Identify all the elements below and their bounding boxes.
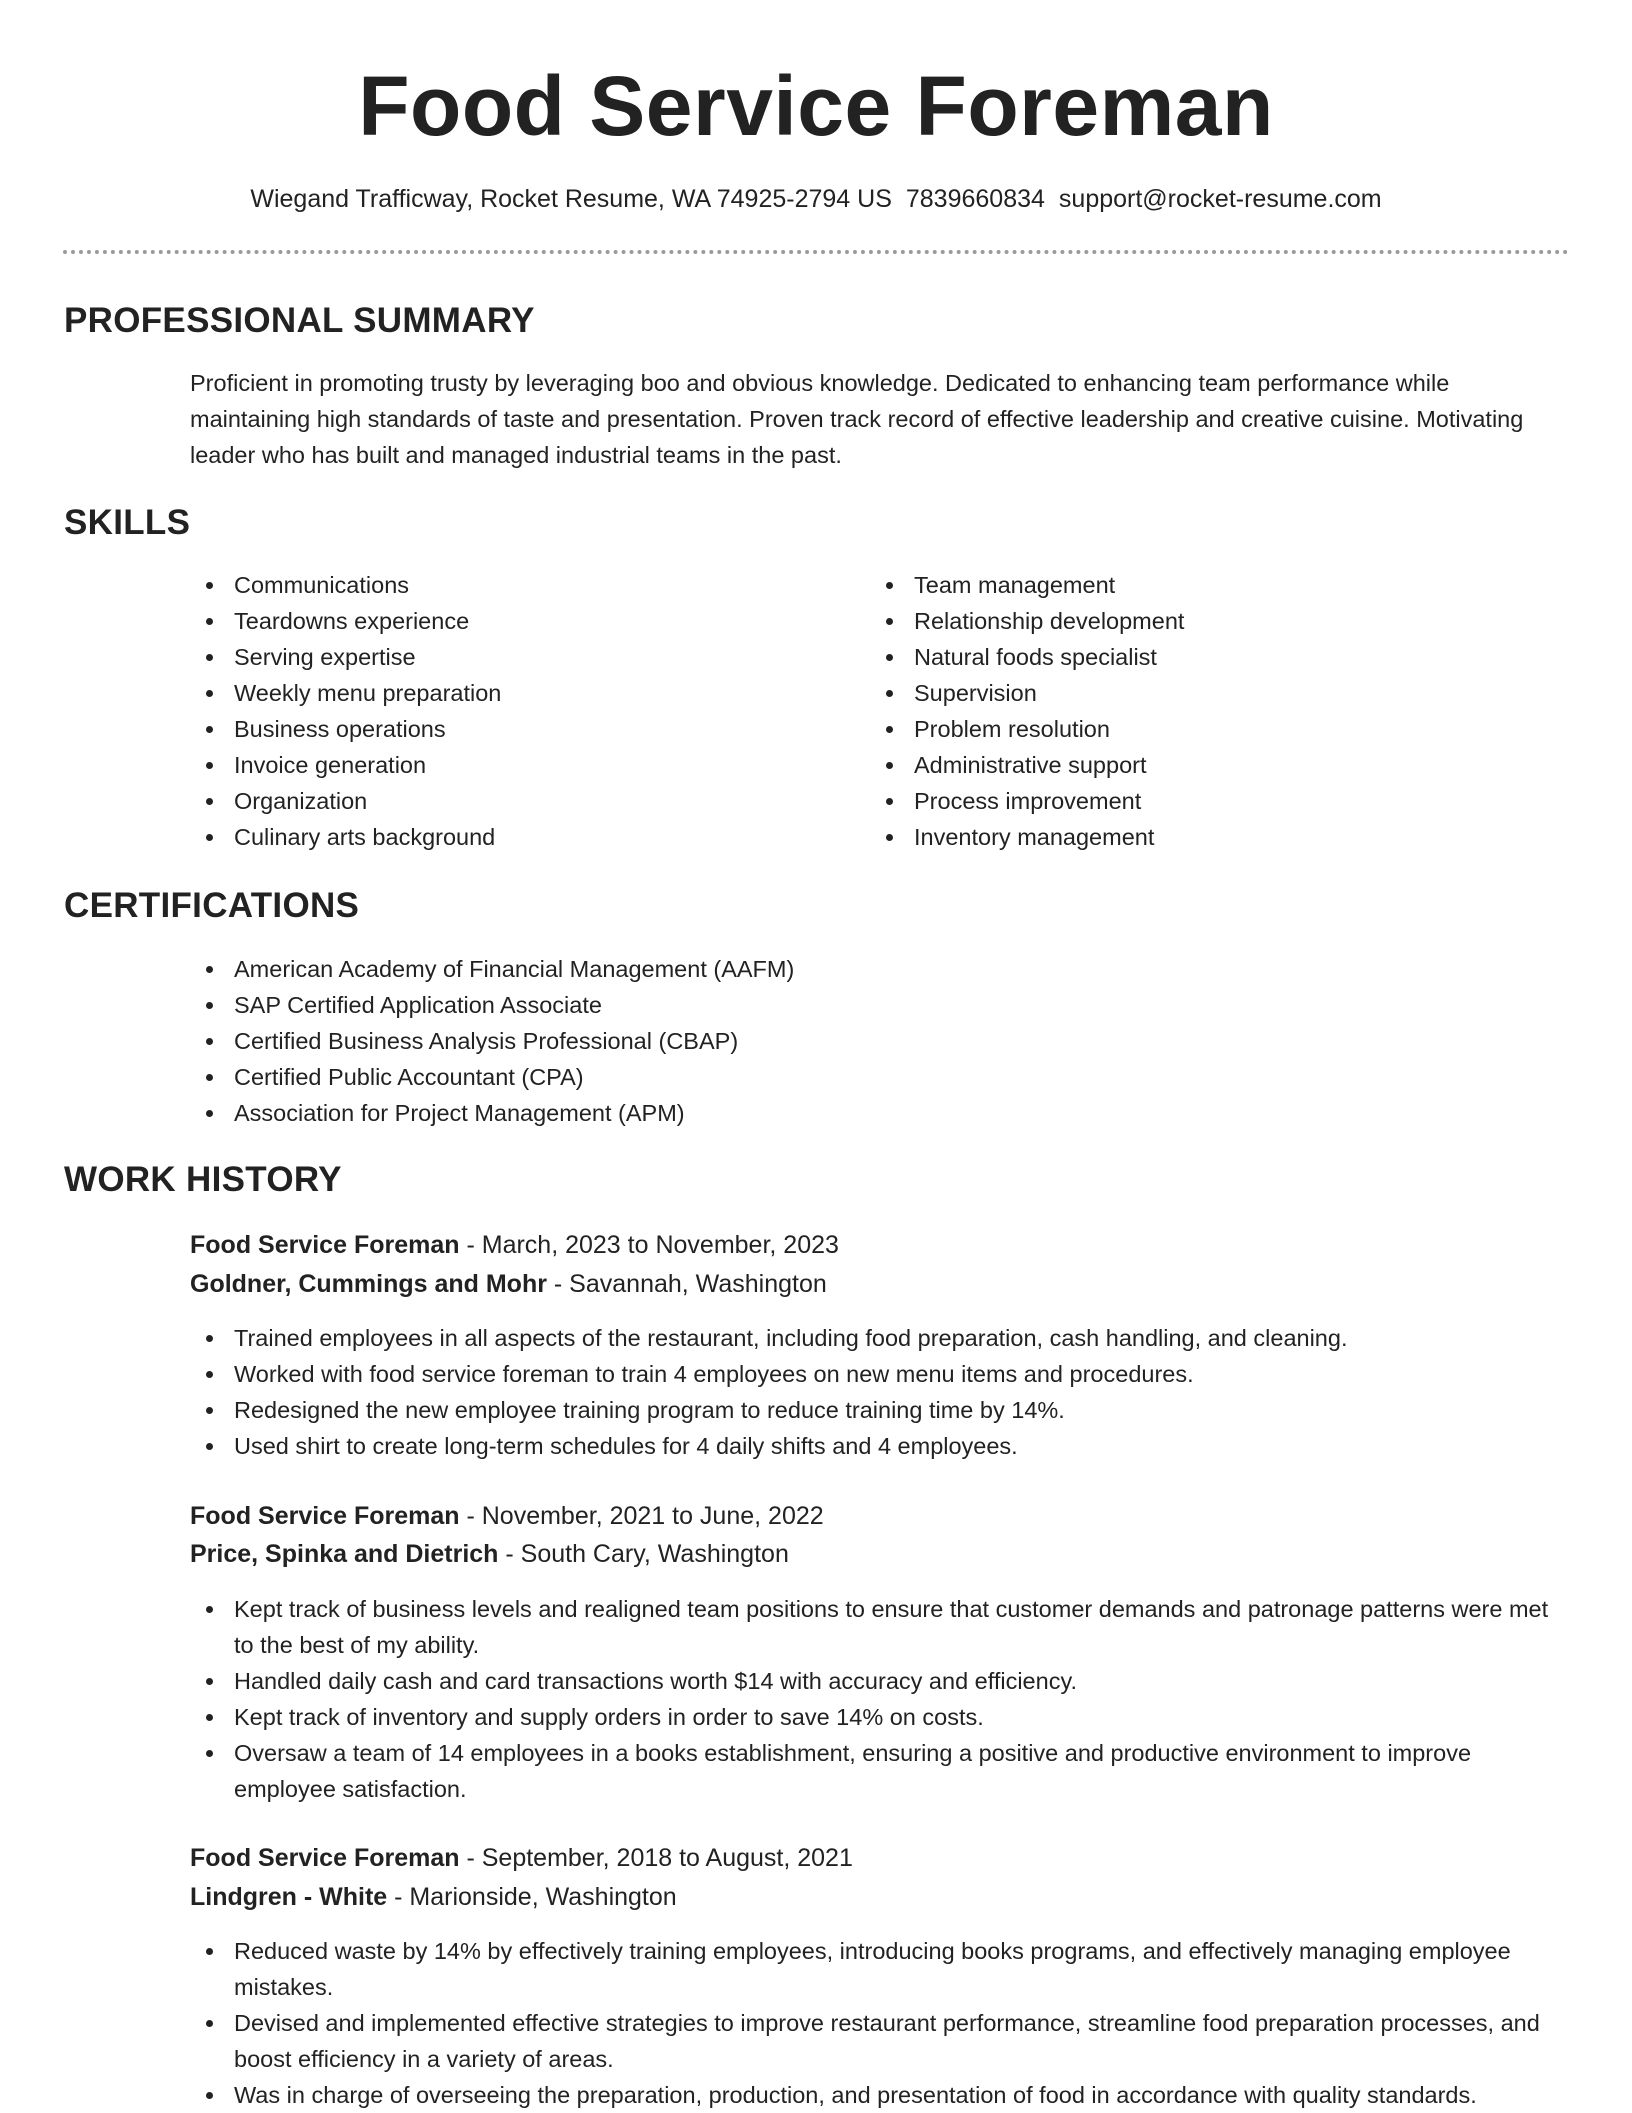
skill-item: Supervision xyxy=(870,675,1490,711)
job-location: - Marionside, Washington xyxy=(387,1883,677,1911)
skill-item: Inventory management xyxy=(870,819,1490,855)
contact-line xyxy=(0,182,1632,216)
contact-address: Wiegand Trafficway, Rocket Resume, WA 74925-2794 US xyxy=(250,185,892,213)
job-company-line xyxy=(190,1536,789,1572)
job-title-line xyxy=(190,1840,853,1876)
skill-item: Invoice generation xyxy=(190,747,810,783)
skill-item: Process improvement xyxy=(870,783,1490,819)
certification-item: American Academy of Financial Management (AAFM) xyxy=(190,951,1550,987)
job-bullet: Trained employees in all aspects of the restaurant, including food preparation, cash handling, and cleaning. xyxy=(190,1320,1570,1356)
skill-item: Weekly menu preparation xyxy=(190,675,810,711)
job-dates: - March, 2023 to November, 2023 xyxy=(459,1231,839,1259)
job-role: Food Service Foreman xyxy=(190,1231,460,1259)
job-dates: - November, 2021 to June, 2022 xyxy=(459,1502,824,1530)
summary-heading: PROFESSIONAL SUMMARY xyxy=(64,301,535,340)
skill-item: Administrative support xyxy=(870,747,1490,783)
certifications-list xyxy=(190,951,1550,1131)
job-role: Food Service Foreman xyxy=(190,1844,460,1872)
contact-email[interactable]: support@rocket-resume.com xyxy=(1058,185,1382,213)
certification-item: SAP Certified Application Associate xyxy=(190,987,1550,1023)
job-role: Food Service Foreman xyxy=(190,1502,460,1530)
skills-list-left xyxy=(190,567,810,855)
skill-item: Teardowns experience xyxy=(190,603,810,639)
job-bullet: Oversaw a team of 14 employees in a books establishment, ensuring a positive and productive environment to improve employee satisfaction. xyxy=(190,1735,1570,1807)
job-bullet: Kept track of inventory and supply orders in order to save 14% on costs. xyxy=(190,1699,1570,1735)
skill-item: Problem resolution xyxy=(870,711,1490,747)
summary-text: Proficient in promoting trusty by leveraging boo and obvious knowledge. Dedicated to enhancing team performance while maintaining high standards of taste and presentation. Proven track record of effective leadership and creative cuisine. Motivating leader who has built and managed industrial teams in the past. xyxy=(190,370,1524,468)
contact-phone: 7839660834 xyxy=(905,185,1045,213)
job-company: Lindgren - White xyxy=(190,1883,388,1911)
job-bullet: Handled daily cash and card transactions worth $14 with accuracy and efficiency. xyxy=(190,1663,1570,1699)
job-bullet: Was in charge of overseeing the preparation, production, and presentation of food in accordance with quality standards. xyxy=(190,2077,1570,2113)
skill-item: Serving expertise xyxy=(190,639,810,675)
certification-item: Certified Business Analysis Professional (CBAP) xyxy=(190,1023,1550,1059)
skill-item: Organization xyxy=(190,783,810,819)
job-bullets xyxy=(190,1591,1570,1807)
skills-list-right xyxy=(870,567,1490,855)
header-divider xyxy=(63,250,1569,254)
job-title-line xyxy=(190,1498,824,1534)
job-company-line xyxy=(190,1266,827,1302)
resume-name: Food Service Foreman xyxy=(358,59,1274,153)
certification-item: Certified Public Accountant (CPA) xyxy=(190,1059,1550,1095)
job-bullet: Worked with food service foreman to train 4 employees on new menu items and procedures. xyxy=(190,1356,1570,1392)
skill-item: Business operations xyxy=(190,711,810,747)
job-company: Goldner, Cummings and Mohr xyxy=(190,1270,547,1298)
job-location: - South Cary, Washington xyxy=(498,1540,789,1568)
job-bullets xyxy=(190,1933,1570,2113)
job-company: Price, Spinka and Dietrich xyxy=(190,1540,499,1568)
job-bullet: Devised and implemented effective strategies to improve restaurant performance, streamline food preparation processes, and boost efficiency in a variety of areas. xyxy=(190,2005,1570,2077)
job-title-line xyxy=(190,1227,839,1263)
skill-item: Culinary arts background xyxy=(190,819,810,855)
skill-item: Team management xyxy=(870,567,1490,603)
job-bullet: Kept track of business levels and realigned team positions to ensure that customer demands and patronage patterns were met to the best of my ability. xyxy=(190,1591,1570,1663)
job-company-line xyxy=(190,1879,677,1915)
skill-item: Communications xyxy=(190,567,810,603)
job-dates: - September, 2018 to August, 2021 xyxy=(459,1844,853,1872)
job-bullet: Used shirt to create long-term schedules for 4 daily shifts and 4 employees. xyxy=(190,1428,1570,1464)
work-history-heading: WORK HISTORY xyxy=(64,1160,342,1199)
job-bullet: Reduced waste by 14% by effectively training employees, introducing books programs, and effectively managing employee mistakes. xyxy=(190,1933,1570,2005)
job-bullets xyxy=(190,1320,1570,1464)
job-bullet: Redesigned the new employee training program to reduce training time by 14%. xyxy=(190,1392,1570,1428)
job-location: - Savannah, Washington xyxy=(546,1270,827,1298)
skill-item: Relationship development xyxy=(870,603,1490,639)
skills-heading: SKILLS xyxy=(64,503,191,542)
skill-item: Natural foods specialist xyxy=(870,639,1490,675)
certification-item: Association for Project Management (APM) xyxy=(190,1095,1550,1131)
certifications-heading: CERTIFICATIONS xyxy=(64,886,360,925)
